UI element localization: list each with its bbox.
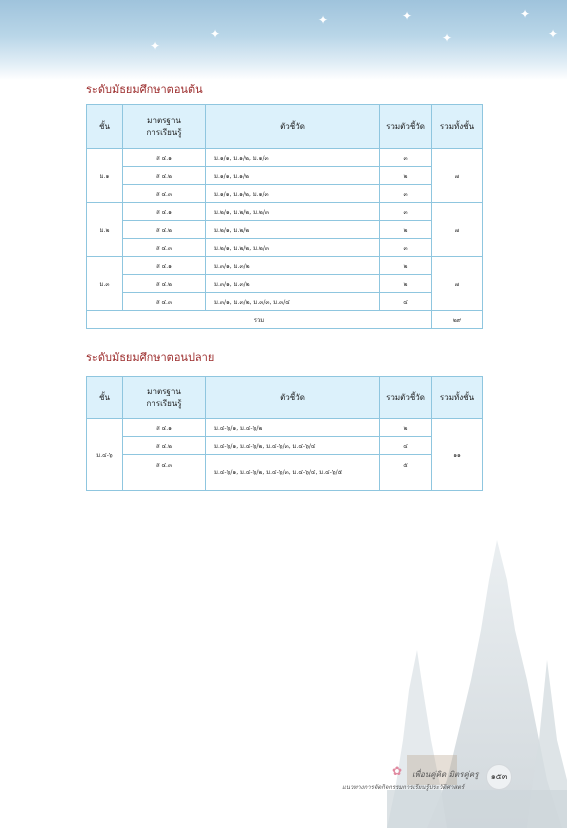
sparkle-icon: ✦ bbox=[442, 31, 453, 45]
indicator-cell: ม.๔-๖/๑, ม.๔-๖/๒, ม.๔-๖/๓, ม.๔-๖/๔ bbox=[206, 437, 380, 455]
standard-cell: ส ๔.๓ bbox=[123, 293, 206, 311]
header-indicators: ตัวชี้วัด bbox=[206, 105, 380, 149]
sparkle-icon: ✦ bbox=[210, 27, 221, 41]
indicator-cell: ม.๑/๑, ม.๑/๒ bbox=[206, 167, 380, 185]
indicator-cell: ม.๒/๑, ม.๒/๒, ม.๒/๓ bbox=[206, 203, 380, 221]
sky-header-decoration bbox=[0, 0, 567, 80]
table-row bbox=[87, 275, 483, 293]
indicator-cell: ม.๓/๑, ม.๓/๒, ม.๓/๓, ม.๓/๔ bbox=[206, 293, 380, 311]
total-cell: ๗ bbox=[432, 203, 483, 257]
lower-secondary-table bbox=[86, 104, 483, 329]
header-standard: มาตรฐาน การเรียนรู้ bbox=[123, 377, 206, 419]
page-number: ๑๕๓ bbox=[486, 764, 512, 790]
table-row bbox=[87, 167, 483, 185]
table-row bbox=[87, 203, 483, 221]
indicator-cell: ม.๑/๑, ม.๑/๒, ม.๑/๓ bbox=[206, 149, 380, 167]
count-cell: ๓ bbox=[380, 203, 432, 221]
total-cell: ๗ bbox=[432, 257, 483, 311]
total-cell: ๗ bbox=[432, 149, 483, 203]
indicator-cell: ม.๓/๑, ม.๓/๒ bbox=[206, 275, 380, 293]
sparkle-icon: ✦ bbox=[402, 9, 413, 23]
header-grade: ชั้น bbox=[87, 377, 123, 419]
indicator-cell: ม.๒/๑, ม.๒/๒ bbox=[206, 221, 380, 239]
sparkle-icon: ✦ bbox=[520, 7, 531, 21]
standard-cell: ส ๔.๓ bbox=[123, 185, 206, 203]
standard-cell: ส ๔.๑ bbox=[123, 149, 206, 167]
indicator-cell: ม.๔-๖/๑, ม.๔-๖/๒, ม.๔-๖/๓, ม.๔-๖/๔, ม.๔-๖/๕ bbox=[206, 455, 380, 491]
standard-cell: ส ๔.๓ bbox=[123, 239, 206, 257]
header-grade-total: รวมทั้งชั้น bbox=[432, 377, 483, 419]
footer-slogan: เพื่อนคู่คิด มิตรคู่ครู bbox=[412, 770, 479, 779]
grade-cell: ม.๓ bbox=[87, 257, 123, 311]
count-cell: ๒ bbox=[380, 221, 432, 239]
count-cell: ๕ bbox=[380, 455, 432, 491]
standard-cell: ส ๔.๑ bbox=[123, 419, 206, 437]
header-indicator-count: รวมตัวชี้วัด bbox=[380, 105, 432, 149]
sparkle-icon: ✦ bbox=[150, 39, 161, 53]
sum-value: ๒๙ bbox=[432, 311, 483, 329]
standard-cell: ส ๔.๓ bbox=[123, 455, 206, 491]
total-cell: ๑๑ bbox=[432, 419, 483, 491]
sum-row bbox=[87, 311, 483, 329]
table-row bbox=[87, 221, 483, 239]
header-grade-total: รวมทั้งชั้น bbox=[432, 105, 483, 149]
grade-cell: ม.๔-๖ bbox=[87, 419, 123, 491]
count-cell: ๔ bbox=[380, 437, 432, 455]
count-cell: ๒ bbox=[380, 167, 432, 185]
indicator-cell: ม.๒/๑, ม.๒/๒, ม.๒/๓ bbox=[206, 239, 380, 257]
upper-secondary-title: ระดับมัธยมศึกษาตอนปลาย bbox=[86, 351, 215, 364]
upper-secondary-table bbox=[86, 376, 483, 491]
header-indicators: ตัวชี้วัด bbox=[206, 377, 380, 419]
header-indicator-count: รวมตัวชี้วัด bbox=[380, 377, 432, 419]
sum-label: รวม bbox=[87, 311, 432, 329]
standard-cell: ส ๔.๒ bbox=[123, 221, 206, 239]
header-standard: มาตรฐาน การเรียนรู้ bbox=[123, 105, 206, 149]
grade-cell: ม.๑ bbox=[87, 149, 123, 203]
count-cell: ๒ bbox=[380, 419, 432, 437]
table-row bbox=[87, 293, 483, 311]
table-row bbox=[87, 437, 483, 455]
standard-cell: ส ๔.๑ bbox=[123, 257, 206, 275]
table-row bbox=[87, 419, 483, 437]
sparkle-icon: ✦ bbox=[548, 27, 559, 41]
count-cell: ๓ bbox=[380, 149, 432, 167]
indicator-cell: ม.๓/๑, ม.๓/๒ bbox=[206, 257, 380, 275]
lower-secondary-title: ระดับมัธยมศึกษาตอนต้น bbox=[86, 83, 203, 96]
standard-cell: ส ๔.๒ bbox=[123, 437, 206, 455]
standard-cell: ส ๔.๒ bbox=[123, 167, 206, 185]
standard-cell: ส ๔.๑ bbox=[123, 203, 206, 221]
header-grade: ชั้น bbox=[87, 105, 123, 149]
count-cell: ๓ bbox=[380, 239, 432, 257]
table-row bbox=[87, 257, 483, 275]
table-row bbox=[87, 239, 483, 257]
standard-cell: ส ๔.๒ bbox=[123, 275, 206, 293]
indicator-cell: ม.๑/๑, ม.๑/๒, ม.๑/๓ bbox=[206, 185, 380, 203]
flower-icon: ✿ bbox=[392, 764, 403, 778]
count-cell: ๔ bbox=[380, 293, 432, 311]
count-cell: ๓ bbox=[380, 185, 432, 203]
sparkle-icon: ✦ bbox=[318, 13, 329, 27]
count-cell: ๒ bbox=[380, 257, 432, 275]
table-row bbox=[87, 149, 483, 167]
indicator-cell: ม.๔-๖/๑, ม.๔-๖/๒ bbox=[206, 419, 380, 437]
footer-book-title: แนวทางการจัดกิจกรรมการเรียนรู้ประวัติศาสตร์ bbox=[342, 784, 465, 791]
count-cell: ๒ bbox=[380, 275, 432, 293]
grade-cell: ม.๒ bbox=[87, 203, 123, 257]
table-row bbox=[87, 455, 483, 491]
table-row bbox=[87, 185, 483, 203]
